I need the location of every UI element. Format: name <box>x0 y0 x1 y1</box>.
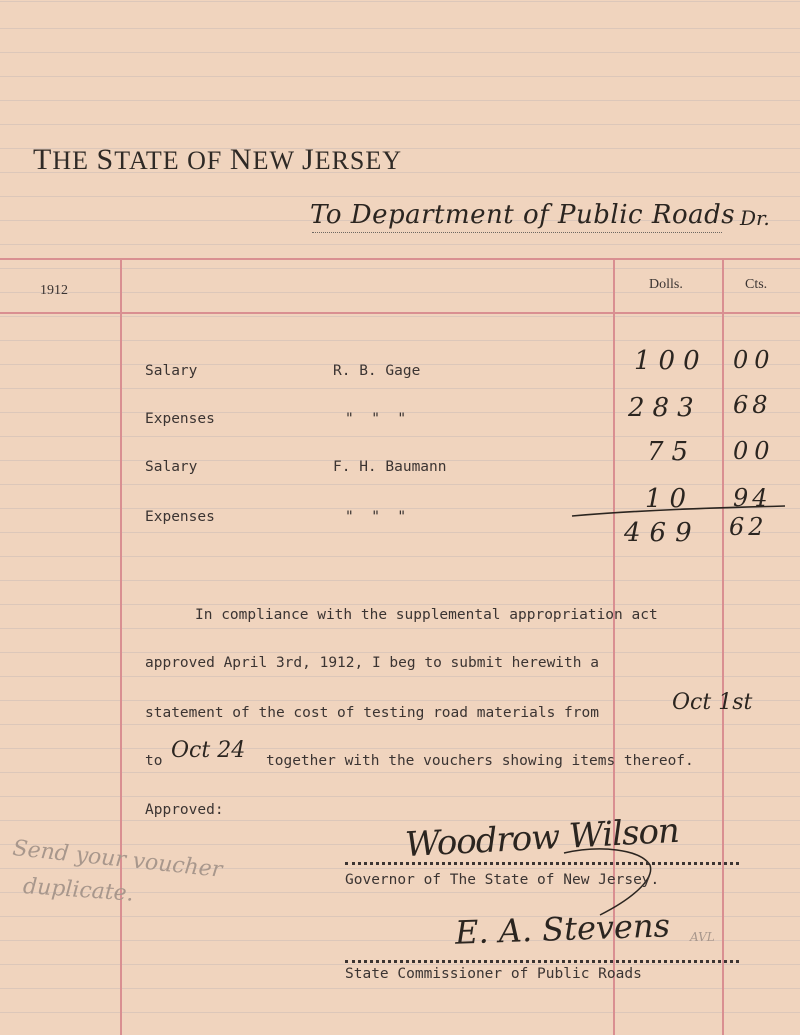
ledger-year: 1912 <box>40 283 68 298</box>
dr-label: Dr. <box>740 206 770 230</box>
body-line-1: In compliance with the supplemental appropriation act <box>195 607 658 623</box>
body-line-4-to: to <box>145 753 163 769</box>
governor-signature-line <box>345 862 739 865</box>
governor-title: Governor of The State of New Jersey. <box>345 872 660 888</box>
entry-2-cents: 68 <box>733 391 772 419</box>
body-line-2: approved April 3rd, 1912, I beg to submit herewith a <box>145 655 599 671</box>
entry-3-item: Salary <box>145 459 198 475</box>
approved-label: Approved: <box>145 802 224 818</box>
body-line-3: statement of the cost of testing road materials from <box>145 705 599 721</box>
pencil-note-line-1: Send your voucher <box>11 836 224 883</box>
entry-4-cents: 94 <box>733 484 772 512</box>
body-line-4-date: Oct 24 <box>171 738 246 763</box>
entry-3-dollars: 75 <box>647 437 697 467</box>
entry-1-cents: 00 <box>733 346 776 374</box>
total-dollars: 469 <box>624 518 701 548</box>
entry-4-name: " " " <box>345 509 407 525</box>
dolls-column-header: Dolls. <box>649 277 683 292</box>
entry-2-name: " " " <box>345 411 407 427</box>
governor-signature: Woodrow Wilson <box>404 810 680 866</box>
entry-3-cents: 00 <box>733 437 776 465</box>
ledger-cents-rule <box>722 258 724 1035</box>
debtor-line: To Department of Public Roads <box>310 200 736 230</box>
entry-4-dollars: 10 <box>645 484 695 514</box>
total-cents: 62 <box>729 513 768 541</box>
entry-1-name: R. B. Gage <box>333 363 421 379</box>
entry-1-dollars: 100 <box>634 346 708 376</box>
cts-column-header: Cts. <box>745 277 768 292</box>
commissioner-signature-line <box>345 960 739 963</box>
entry-1-item: Salary <box>145 363 198 379</box>
letterhead-title: THE STATE OF NEW JERSEY <box>33 143 403 176</box>
commissioner-signature: E. A. Stevens <box>454 906 671 952</box>
body-line-3-date: Oct 1st <box>672 690 753 715</box>
commissioner-title: State Commissioner of Public Roads <box>345 966 642 982</box>
ledger-left-margin-rule <box>120 258 122 1035</box>
entry-3-name: F. H. Baumann <box>333 459 447 475</box>
pencil-note-line-2: duplicate. <box>22 874 135 907</box>
entry-2-item: Expenses <box>145 411 215 427</box>
body-line-4-rest: together with the vouchers showing items thereof. <box>266 753 694 769</box>
debtor-dotted-line <box>312 232 722 233</box>
approval-initials: AVL <box>690 930 715 944</box>
entry-4-item: Expenses <box>145 509 215 525</box>
entry-2-dollars: 283 <box>628 393 702 423</box>
